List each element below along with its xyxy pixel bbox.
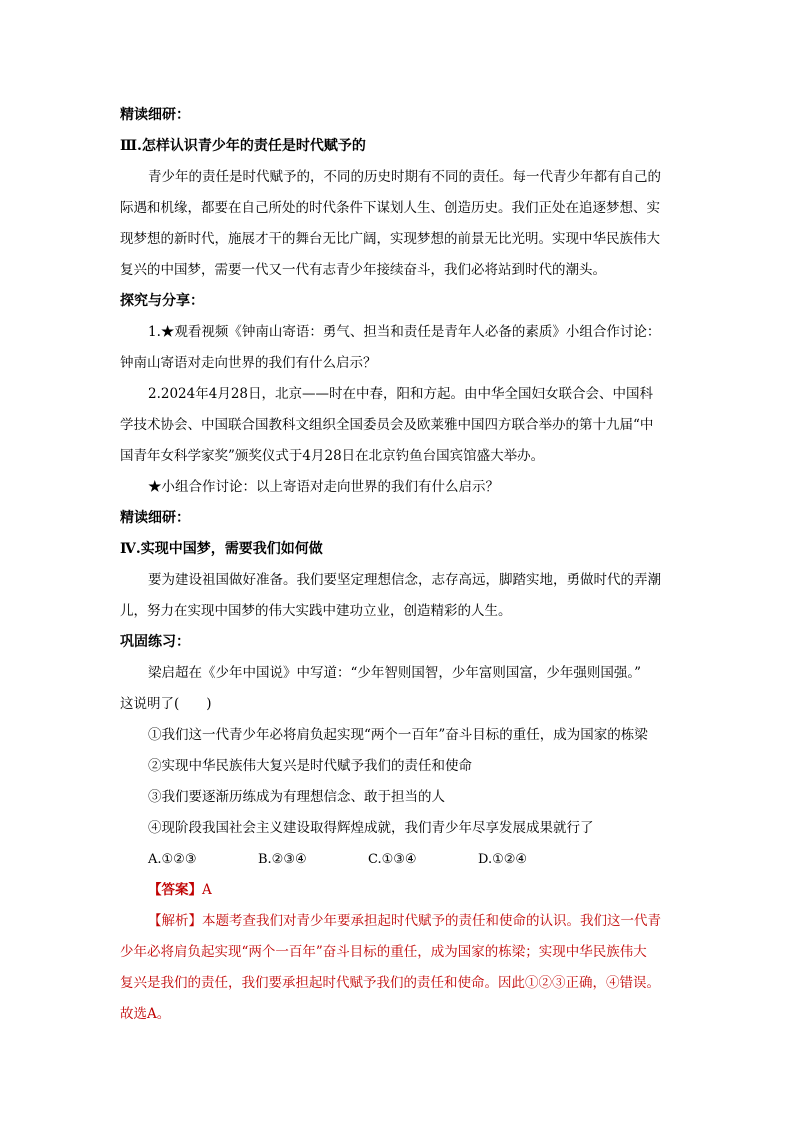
question-line: 梁启超在《少年中国说》中写道：“少年智则国智，少年富则国富，少年强则国强。” xyxy=(148,665,642,681)
paragraph-line: 青少年的责任是时代赋予的，不同的历史时期有不同的责任。每一代青少年都有自己的 xyxy=(148,169,661,185)
paragraph xyxy=(120,162,685,286)
answer-line xyxy=(120,875,685,906)
explanation-line: 【解析】本题考查我们对青少年要承担起时代赋予的责任和使命的认识。我们这一代青 xyxy=(148,913,661,929)
paragraph-line: 复兴的中国梦，需要一代又一代有志青少年接续奋斗，我们必将站到时代的潮头。 xyxy=(120,262,606,278)
paragraph-line: 儿，努力在实现中国梦的伟大实践中建功立业，创造精彩的人生。 xyxy=(120,603,512,619)
paragraph-line: 际遇和机缘，都要在自己所处的时代条件下谋划人生、创造历史。我们正处在追逐梦想、实 xyxy=(120,200,660,216)
section-heading: 探究与分享： xyxy=(120,293,204,309)
option-b: B.②③④ xyxy=(258,852,307,867)
option-c: C.①③④ xyxy=(368,852,417,867)
option-a: A.①②③ xyxy=(148,852,197,867)
explanation-line: 少年必将肩负起实现“两个一百年”奋斗目标的重任，成为国家的栋梁；实现中华民族伟大 xyxy=(120,944,647,960)
paragraph-line: 国青年女科学家奖”颁奖仪式于4月28日在北京钓鱼台国宾馆盛大举办。 xyxy=(120,448,545,464)
explanation-line: 故选A。 xyxy=(120,1006,171,1022)
paragraph-line: 要为建设祖国做好准备。我们要坚定理想信念，志存高远，脚踏实地，勇做时代的弄潮 xyxy=(148,572,661,588)
answer-tag: 【答案】 xyxy=(148,882,202,898)
discussion-prompt: ★小组合作讨论：以上寄语对走向世界的我们有什么启示？ xyxy=(148,479,499,495)
paragraph-line: 钟南山寄语对走向世界的我们有什么启示？ xyxy=(120,355,377,371)
question-stem xyxy=(120,658,685,720)
paragraph-line: 现梦想的新时代，施展才干的舞台无比广阔，实现梦想的前景无比光明。实现中华民族伟大 xyxy=(120,231,660,247)
paragraph-line: 学技术协会、中国联合国教科文组织全国委员会及欧莱雅中国四方联合举办的第十九届“中 xyxy=(120,417,654,433)
inquiry-item-2 xyxy=(120,379,685,472)
option-d: D.①②④ xyxy=(478,852,528,867)
paragraph-line: 1.★观看视频《钟南山寄语：勇气、担当和责任是青年人必备的素质》小组合作讨论： xyxy=(148,324,661,340)
statement-item: ①我们这一代青少年必将肩负起实现“两个一百年”奋斗目标的重任，成为国家的栋梁 xyxy=(148,727,648,743)
paragraph xyxy=(120,565,685,627)
answer-value: A xyxy=(202,882,212,898)
explanation-line: 复兴是我们的责任，我们要承担起时代赋予我们的责任和使命。因此①②③正确，④错误。 xyxy=(120,975,660,991)
inquiry-item-1 xyxy=(120,317,685,379)
section-title: Ⅲ.怎样认识青少年的责任是时代赋予的 xyxy=(120,138,366,154)
answer-options xyxy=(120,844,685,875)
section-heading: 精读细研： xyxy=(120,510,190,526)
question-line: 这说明了( ) xyxy=(120,696,212,712)
explanation xyxy=(120,906,685,1030)
statement-item: ③我们要逐渐历练成为有理想信念、敢于担当的人 xyxy=(148,789,445,805)
statement-item: ②实现中华民族伟大复兴是时代赋予我们的责任和使命 xyxy=(148,758,472,774)
section-heading: 精读细研： xyxy=(120,107,190,123)
document-page xyxy=(120,100,685,1030)
statement-item: ④现阶段我国社会主义建设取得辉煌成就，我们青少年尽享发展成果就行了 xyxy=(148,820,594,836)
section-heading: 巩固练习： xyxy=(120,634,190,650)
paragraph-line: 2.2024年4月28日，北京——时在中春，阳和方起。由中华全国妇女联合会、中国科 xyxy=(148,386,654,402)
section-title: Ⅳ.实现中国梦，需要我们如何做 xyxy=(120,541,323,557)
